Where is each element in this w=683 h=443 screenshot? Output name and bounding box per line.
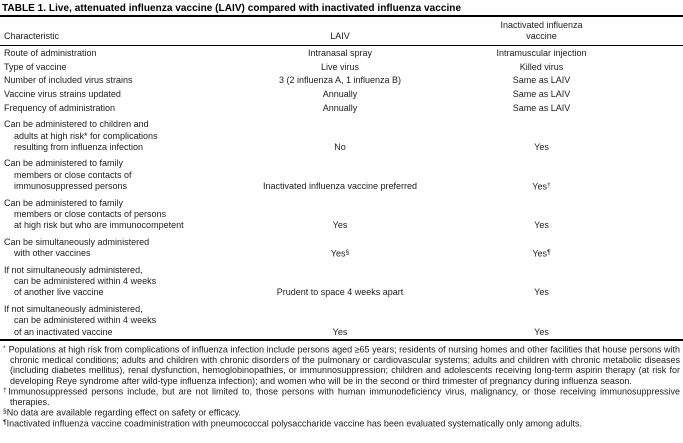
- characteristic-line: at high risk but who are immunocompetent: [14, 220, 184, 231]
- characteristic-line: with other vaccines: [14, 248, 91, 259]
- characteristic-cell: [0, 103, 218, 114]
- footnote-text: Immunosuppressed persons include, but are not limited to, those persons with human immunodeficiency virus, malignancy, or those receiving immunosuppressive therapies.: [8, 386, 680, 408]
- cell-text: Same as LAIV: [512, 75, 571, 86]
- footnote-text: Inactivated influenza vaccine coadministration with pneumococcal polysaccharide vaccine has been evaluated systematically only among adults.: [6, 418, 582, 429]
- table-body: [0, 46, 683, 340]
- inactivated-cell: [462, 180, 683, 193]
- footnote-coadministration: [3, 418, 680, 429]
- footnote-marker: §: [3, 408, 7, 416]
- table-title: TABLE 1. Live, attenuated influenza vaccine (LAIV) compared with inactivated influenza vaccine: [2, 3, 462, 14]
- characteristic-cell: [0, 304, 218, 338]
- characteristic-line: Can be administered to family: [4, 158, 124, 169]
- header-inactivated-line1: Inactivated influenza: [500, 20, 583, 30]
- table-row: [0, 303, 683, 340]
- cell-text: Inactivated influenza vaccine preferred: [262, 181, 418, 192]
- footnote-reference: §: [345, 248, 350, 256]
- characteristic-line: If not simultaneously administered,: [4, 303, 143, 314]
- table-row: [0, 236, 683, 261]
- header-characteristic: Characteristic: [4, 31, 60, 42]
- cell-text: Yes: [534, 287, 549, 298]
- table-row: [0, 263, 683, 300]
- footnote-text: Populations at high risk from complications of influenza infection include persons aged ≥65 years; residents of nursing homes and other facilities that house persons with chronic medical conditions; adults and children with chronic disorders of the pulmonary or cardiovascular systems; adults and children with chronic metabolic diseases (including diabetes mellitus), renal dysfunction, hemoglobinopathies, or immunnosuppression; children and adolescents receiving long-term aspirin therapy (at risk for developing Reye syndrome after wild-type influenza infection); and women who will be in the second or third trimester of pregnancy during influenza season.: [8, 344, 680, 386]
- laiv-cell: [218, 181, 462, 192]
- cell-text: Intranasal spray: [307, 47, 373, 58]
- laiv-cell: [218, 89, 462, 100]
- footnote-marker: *: [3, 345, 6, 353]
- inactivated-cell: [462, 103, 683, 114]
- characteristic-cell: [0, 158, 218, 192]
- inactivated-cell: [462, 75, 683, 86]
- laiv-cell: [218, 247, 462, 260]
- characteristic-line: resulting from influenza infection: [14, 142, 144, 153]
- cell-text: 3 (2 influenza A, 1 influenza B): [278, 75, 402, 86]
- characteristic-line: Frequency of administration: [4, 102, 116, 113]
- cell-text: Yes: [534, 326, 549, 337]
- footnote-immunosuppressed: [3, 386, 680, 407]
- cell-text: Intramuscular injection: [496, 47, 587, 58]
- characteristic-line: members or close contacts of persons: [14, 209, 167, 220]
- footnote-text: No data are available regarding effect on safety or efficacy.: [6, 407, 241, 418]
- characteristic-cell: [0, 237, 218, 260]
- laiv-cell: [218, 75, 462, 86]
- characteristic-cell: [0, 89, 218, 100]
- inactivated-cell: [462, 327, 683, 338]
- characteristic-line: members or close contacts of: [14, 169, 132, 180]
- footnote-no-data: [3, 407, 680, 418]
- cell-text: Yes: [330, 248, 346, 259]
- table-row: [0, 74, 683, 88]
- characteristic-line: of an inactivated vaccine: [14, 326, 113, 337]
- characteristic-line: Can be simultaneously administered: [4, 236, 150, 247]
- header-laiv: LAIV: [330, 31, 350, 42]
- characteristic-line: Can be administered to family: [4, 197, 124, 208]
- inactivated-cell: [462, 220, 683, 231]
- cell-text: No: [334, 142, 346, 153]
- inactivated-cell: [462, 247, 683, 260]
- table-row: [0, 157, 683, 194]
- cell-text: Yes: [532, 248, 548, 259]
- footnote-populations: [3, 344, 680, 386]
- cell-text: Yes: [534, 220, 549, 231]
- characteristic-line: Route of administration: [4, 47, 97, 58]
- inactivated-cell: [462, 287, 683, 298]
- inactivated-cell: [462, 142, 683, 153]
- cell-text: Yes: [534, 142, 549, 153]
- footnote-marker: ¶: [3, 419, 7, 427]
- table-row: [0, 118, 683, 155]
- characteristic-line: immunosuppressed persons: [14, 181, 128, 192]
- header-inactivated-line2: vaccine: [526, 31, 557, 42]
- inactivated-cell: [462, 48, 683, 59]
- cell-text: Annually: [322, 89, 358, 100]
- characteristic-line: of another live vaccine: [14, 287, 104, 298]
- laiv-cell: [218, 220, 462, 231]
- characteristic-line: Type of vaccine: [4, 61, 67, 72]
- laiv-cell: [218, 287, 462, 298]
- table-row: [0, 102, 683, 116]
- characteristic-cell: [0, 198, 218, 232]
- characteristic-line: Vaccine virus strains updated: [4, 89, 121, 100]
- table-row: [0, 60, 683, 74]
- characteristic-line: adults at high risk* for complications: [14, 130, 158, 141]
- cell-text: Annually: [322, 102, 358, 113]
- cell-text: Same as LAIV: [512, 102, 571, 113]
- laiv-cell: [218, 103, 462, 114]
- characteristic-line: can be administered within 4 weeks: [14, 276, 157, 287]
- characteristic-line: Number of included virus strains: [4, 75, 133, 86]
- cell-text: Killed virus: [519, 61, 564, 72]
- cell-text: Yes: [532, 181, 547, 192]
- characteristic-cell: [0, 62, 218, 73]
- characteristic-cell: [0, 265, 218, 299]
- cell-text: Prudent to space 4 weeks apart: [276, 287, 404, 298]
- laiv-cell: [218, 327, 462, 338]
- inactivated-cell: [462, 62, 683, 73]
- characteristic-line: If not simultaneously administered,: [4, 264, 143, 275]
- footnote-reference: ¶: [547, 248, 551, 256]
- characteristic-cell: [0, 75, 218, 86]
- cell-text: Yes: [332, 326, 348, 337]
- cell-text: Live virus: [320, 61, 359, 72]
- footnotes-section: [0, 341, 683, 429]
- footnote-reference: †: [546, 181, 551, 189]
- table-header: [0, 17, 683, 45]
- table-row: [0, 88, 683, 102]
- table-row: [0, 196, 683, 233]
- cell-text: Same as LAIV: [512, 89, 571, 100]
- header-inactivated: [462, 20, 683, 43]
- characteristic-cell: [0, 48, 218, 59]
- laiv-cell: [218, 48, 462, 59]
- footnote-marker: †: [3, 387, 9, 395]
- characteristic-line: Can be administered to children and: [4, 119, 149, 130]
- cell-text: Yes: [332, 220, 348, 231]
- laiv-cell: [218, 142, 462, 153]
- laiv-cell: [218, 62, 462, 73]
- characteristic-line: can be administered within 4 weeks: [14, 315, 157, 326]
- table-row: [0, 47, 683, 61]
- inactivated-cell: [462, 89, 683, 100]
- characteristic-cell: [0, 119, 218, 153]
